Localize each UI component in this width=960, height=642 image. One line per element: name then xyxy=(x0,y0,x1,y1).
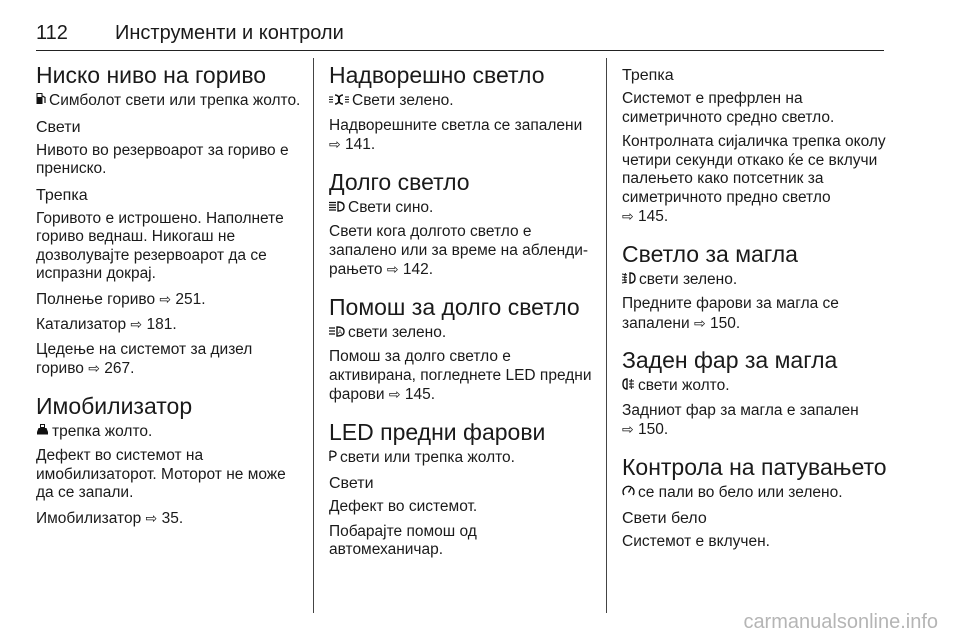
high-beam-assist-icon xyxy=(329,324,345,343)
section-desc: Свети сино. xyxy=(329,199,594,218)
column-1 xyxy=(36,58,301,542)
section-title: Ниско ниво на гориво xyxy=(36,62,267,88)
section-title: Контрола на патувањето xyxy=(622,453,887,480)
headlight-warning-icon xyxy=(329,449,337,468)
high-beam-icon xyxy=(329,199,345,218)
body-text: Помош за долго светло е активирана, погледнете LED предни фарови ⇨ 145. xyxy=(329,348,592,403)
section-title: Помош за долго светло xyxy=(329,293,580,320)
body-text: Дефект во системот на имобилизаторот. Моторот не може да се запали. xyxy=(36,447,286,501)
section-desc: Свети зелено. xyxy=(329,92,594,111)
parking-light-icon xyxy=(329,92,349,111)
body-text: Системот е префрлен на симетричното средно светло. xyxy=(622,90,835,126)
chapter-title: Инструменти и контроли xyxy=(115,22,344,44)
arrow-icon: ⇨ xyxy=(622,208,634,224)
section-rear-fog-light xyxy=(622,347,887,440)
arrow-icon: ⇨ xyxy=(88,360,100,376)
section-title: Светло за магла xyxy=(622,240,798,267)
arrow-icon: ⇨ xyxy=(145,509,158,526)
section-title: Имобилизатор xyxy=(36,392,193,419)
column-divider xyxy=(313,58,314,613)
body-text: Дефект во системот. xyxy=(329,498,478,515)
section-title: Надворешно светло xyxy=(329,62,545,88)
svg-text:A: A xyxy=(338,329,343,336)
body-text: Горивото е истрошено. Наполнете гориво веднаш. Никогаш не дозволувајте резервоарот да се испразни докрај. xyxy=(36,209,284,282)
body-text: Побарајте помош од автомеханичар. xyxy=(329,522,477,558)
section-title: Долго светло xyxy=(329,168,470,195)
subheading-lights: Свети xyxy=(36,118,81,136)
arrow-icon: ⇨ xyxy=(159,290,172,307)
page-number: 112 xyxy=(36,22,68,44)
section-desc: трепка жолто. xyxy=(36,423,301,442)
section-exterior-light xyxy=(329,62,594,155)
section-desc: свети зелено. xyxy=(622,271,887,290)
body-text: Предните фарови за магла се запалени ⇨ 150. xyxy=(622,295,839,332)
arrow-icon: ⇨ xyxy=(693,314,706,331)
section-led-headlights xyxy=(329,419,594,560)
section-cruise-control xyxy=(622,454,887,552)
fuel-pump-icon xyxy=(36,92,46,111)
section-title: Заден фар за магла xyxy=(622,347,838,373)
body-text: Контролната сијаличка трепка околу четири секунди откако ќе се вклучи палењето како потсетник за симетричното предно светло ⇨ 145. xyxy=(622,133,886,225)
body-text: Системот е вклучен. xyxy=(622,533,770,550)
section-low-fuel xyxy=(36,62,301,379)
page-reference[interactable]: Цедење на системот за дизел гориво ⇨ 267. xyxy=(36,340,253,377)
arrow-icon: ⇨ xyxy=(130,316,143,332)
subheading-flashes: Трепка xyxy=(36,186,88,204)
section-title: LED предни фарови xyxy=(329,418,546,445)
rear-fog-light-icon xyxy=(622,377,635,396)
page-reference[interactable]: Имобилизатор ⇨ 35. xyxy=(36,509,184,527)
arrow-icon: ⇨ xyxy=(622,421,634,437)
body-text: Нивото во резервоарот за гориво е прениско. xyxy=(36,141,289,177)
subheading-lights-white: Свети бело xyxy=(622,510,707,527)
arrow-icon: ⇨ xyxy=(388,386,401,402)
column-2 xyxy=(329,58,594,574)
section-desc: Симболот свети или трепка жолто. xyxy=(36,92,301,111)
section-high-beam xyxy=(329,169,594,280)
body-text: Надворешните светла се запалени ⇨ 141. xyxy=(329,116,583,153)
page-reference[interactable]: Катализатор ⇨ 181. xyxy=(36,316,177,333)
section-high-beam-assist xyxy=(329,294,594,405)
subheading-lights: Свети xyxy=(329,475,374,492)
page-reference[interactable]: Полнење гориво ⇨ 251. xyxy=(36,290,206,308)
speedometer-icon xyxy=(622,484,635,503)
section-flashes xyxy=(622,66,887,227)
fog-light-icon xyxy=(622,271,636,290)
section-desc: A свети зелено. xyxy=(329,324,594,343)
body-text: Задниот фар за магла е запален ⇨ 150. xyxy=(622,401,859,438)
subheading-flashes: Трепка xyxy=(622,67,674,84)
car-lock-icon xyxy=(36,423,49,442)
section-desc: свети жолто. xyxy=(622,377,887,396)
section-desc: се пали во бело или зелено. xyxy=(622,484,887,503)
arrow-icon: ⇨ xyxy=(386,261,399,277)
section-immobilizer xyxy=(36,393,301,529)
column-3 xyxy=(622,58,887,566)
watermark: carmanualsonline.info xyxy=(743,611,938,633)
arrow-icon: ⇨ xyxy=(329,136,341,152)
column-divider xyxy=(606,58,607,613)
body-text: Свети кога долгото светло е запалено или за време на аблендирањето ⇨ 142. xyxy=(329,223,589,278)
section-fog-light xyxy=(622,241,887,334)
section-desc: свети или трепка жолто. xyxy=(329,449,594,468)
page-header xyxy=(36,22,884,51)
